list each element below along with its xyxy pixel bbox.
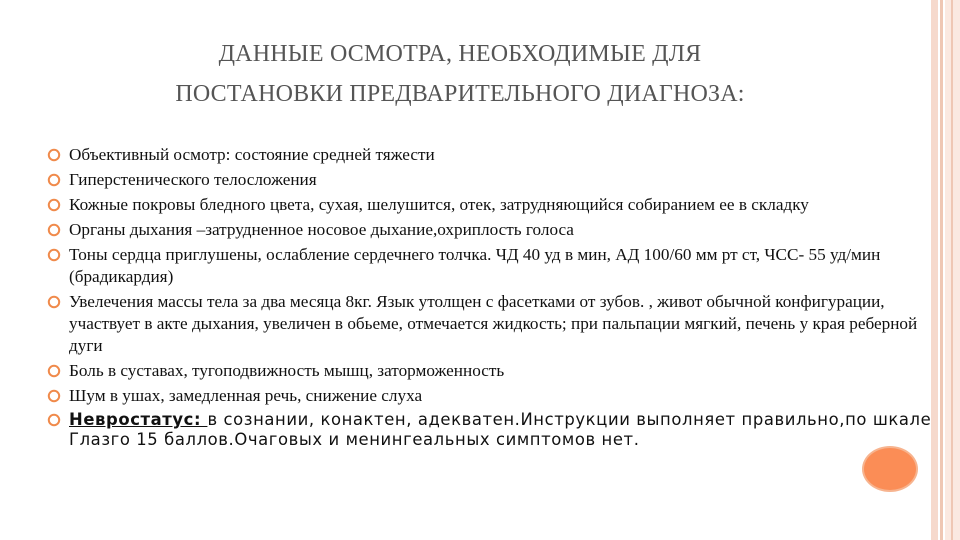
bullet-icon — [47, 295, 61, 309]
list-item-text: Объективный осмотр: состояние средней тяжести — [69, 145, 435, 164]
findings-list — [46, 144, 936, 453]
decorative-circle — [862, 446, 918, 492]
slide-title-line1: ДАННЫЕ ОСМОТРА, НЕОБХОДИМЫЕ ДЛЯ — [218, 41, 702, 67]
bullet-icon — [47, 173, 61, 187]
list-item-text: Органы дыхания –затрудненное носовое дыхание,охриплость голоса — [69, 220, 574, 239]
slide-title-line2: ПОСТАНОВКИ ПРЕДВАРИТЕЛЬНОГО ДИАГНОЗА: — [175, 81, 745, 107]
decorative-stripe — [951, 0, 953, 540]
list-item — [46, 144, 936, 166]
list-item-text: Боль в суставах, тугоподвижность мышц, заторможенность — [69, 361, 505, 380]
neurostatus-label: Невростатус: — [69, 410, 208, 429]
list-item — [46, 385, 936, 407]
list-item-neurostatus — [46, 410, 936, 450]
list-item — [46, 360, 936, 382]
list-item-text: Кожные покровы бледного цвета, сухая, шелушится, отек, затрудняющийся собиранием ее в складку — [69, 195, 809, 214]
list-item — [46, 169, 936, 191]
neurostatus-text: в сознании, конактен, адекватен.Инструкции выполняет правильно,по шкале Глазго 15 баллов.Очаговых и менингеальных симптомов нет. — [69, 410, 932, 449]
bullet-icon — [47, 198, 61, 212]
list-item — [46, 291, 936, 357]
slide-title — [40, 34, 880, 114]
bullet-icon — [47, 364, 61, 378]
bullet-icon — [47, 223, 61, 237]
list-item-text: Гиперстенического телосложения — [69, 170, 317, 189]
list-item-text: Тоны сердца приглушены, ослабление сердечнего толчка. ЧД 40 уд в мин, АД 100/60 мм рт ст, ЧСС- 55 уд/мин (брадикардия) — [69, 245, 881, 286]
list-item-text: Шум в ушах, замедленная речь, снижение слуха — [69, 386, 423, 405]
decorative-stripe — [940, 0, 943, 540]
bullet-icon — [47, 248, 61, 262]
list-item — [46, 194, 936, 216]
list-item-text: Увелечения массы тела за два месяца 8кг. Язык утолщен с фасетками от зубов. , живот обычной конфигурации, участвует в акте дыхания, увеличен в обьеме, отмечается жидкость; при пальпации мягкий, печень у края реберной дуги — [69, 292, 918, 355]
bullet-icon — [47, 148, 61, 162]
list-item — [46, 244, 936, 288]
list-item — [46, 219, 936, 241]
bullet-icon — [47, 413, 61, 427]
bullet-icon — [47, 389, 61, 403]
